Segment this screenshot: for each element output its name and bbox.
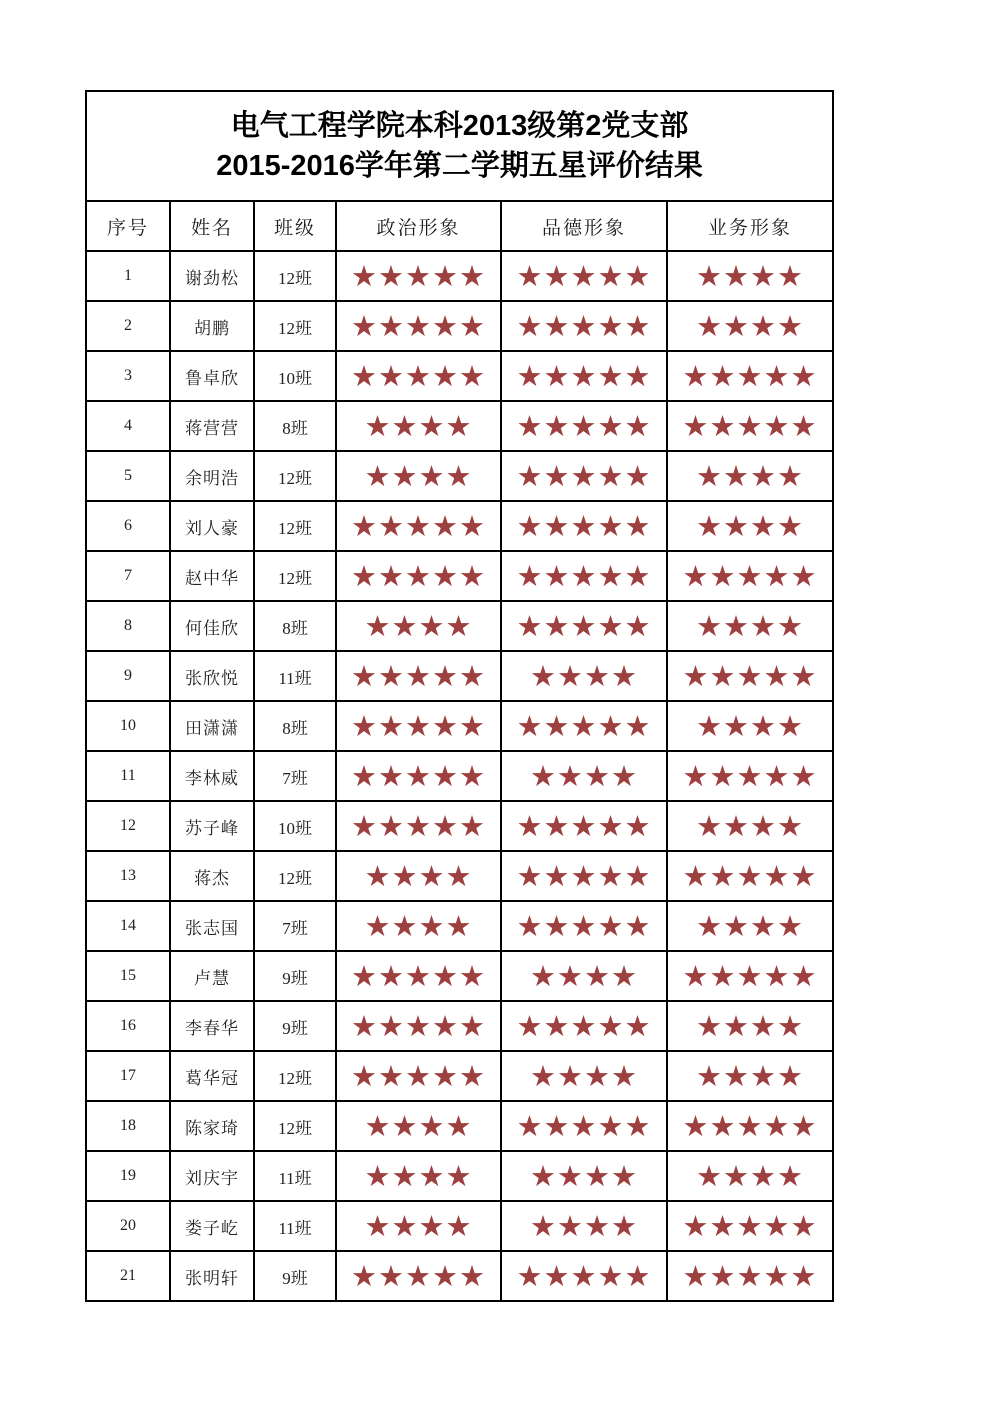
table-row (86, 751, 833, 801)
table-row (86, 1201, 833, 1251)
professional-rating-star-icons: ★★★★ (667, 251, 833, 301)
rating-table (85, 90, 834, 1302)
moral-rating-star-icons: ★★★★★ (501, 301, 667, 351)
table-row (86, 601, 833, 651)
political-rating-star-icons: ★★★★★ (336, 351, 501, 401)
row-number: 4 (86, 401, 170, 451)
class-label: 11班 (254, 1201, 336, 1251)
student-name: 苏子峰 (170, 801, 254, 851)
col-header-class: 班级 (254, 201, 336, 251)
table-row (86, 851, 833, 901)
table-row (86, 351, 833, 401)
table-row (86, 551, 833, 601)
student-name: 鲁卓欣 (170, 351, 254, 401)
student-name: 余明浩 (170, 451, 254, 501)
class-label: 8班 (254, 601, 336, 651)
professional-rating-star-icons: ★★★★ (667, 451, 833, 501)
moral-rating-star-icons: ★★★★★ (501, 701, 667, 751)
row-number: 16 (86, 1001, 170, 1051)
col-header-professional: 业务形象 (667, 201, 833, 251)
moral-rating-star-icons: ★★★★★ (501, 551, 667, 601)
political-rating-star-icons: ★★★★★ (336, 1001, 501, 1051)
moral-rating-star-icons: ★★★★★ (501, 1101, 667, 1151)
table-row (86, 801, 833, 851)
row-number: 18 (86, 1101, 170, 1151)
table-row (86, 1001, 833, 1051)
table-body (86, 251, 833, 1301)
class-label: 10班 (254, 351, 336, 401)
student-name: 张欣悦 (170, 651, 254, 701)
class-label: 9班 (254, 1001, 336, 1051)
class-label: 12班 (254, 301, 336, 351)
professional-rating-star-icons: ★★★★ (667, 701, 833, 751)
professional-rating-star-icons: ★★★★ (667, 1151, 833, 1201)
title-row (86, 91, 833, 201)
class-label: 12班 (254, 501, 336, 551)
table-row (86, 501, 833, 551)
col-header-name: 姓名 (170, 201, 254, 251)
row-number: 21 (86, 1251, 170, 1301)
table-row (86, 1251, 833, 1301)
student-name: 谢劲松 (170, 251, 254, 301)
student-name: 陈家琦 (170, 1101, 254, 1151)
moral-rating-star-icons: ★★★★★ (501, 801, 667, 851)
class-label: 7班 (254, 901, 336, 951)
class-label: 9班 (254, 1251, 336, 1301)
table-title (86, 91, 833, 201)
moral-rating-star-icons: ★★★★★ (501, 1001, 667, 1051)
political-rating-star-icons: ★★★★ (336, 601, 501, 651)
political-rating-star-icons: ★★★★★ (336, 701, 501, 751)
row-number: 2 (86, 301, 170, 351)
professional-rating-star-icons: ★★★★★ (667, 401, 833, 451)
col-header-number: 序号 (86, 201, 170, 251)
political-rating-star-icons: ★★★★★ (336, 251, 501, 301)
political-rating-star-icons: ★★★★ (336, 451, 501, 501)
table-row (86, 651, 833, 701)
professional-rating-star-icons: ★★★★ (667, 801, 833, 851)
moral-rating-star-icons: ★★★★★ (501, 251, 667, 301)
student-name: 何佳欣 (170, 601, 254, 651)
political-rating-star-icons: ★★★★★ (336, 301, 501, 351)
professional-rating-star-icons: ★★★★★ (667, 751, 833, 801)
table-row (86, 251, 833, 301)
row-number: 1 (86, 251, 170, 301)
moral-rating-star-icons: ★★★★ (501, 751, 667, 801)
professional-rating-star-icons: ★★★★★ (667, 351, 833, 401)
political-rating-star-icons: ★★★★★ (336, 651, 501, 701)
row-number: 5 (86, 451, 170, 501)
moral-rating-star-icons: ★★★★★ (501, 851, 667, 901)
professional-rating-star-icons: ★★★★★ (667, 1201, 833, 1251)
political-rating-star-icons: ★★★★ (336, 1151, 501, 1201)
class-label: 11班 (254, 1151, 336, 1201)
professional-rating-star-icons: ★★★★★ (667, 951, 833, 1001)
professional-rating-star-icons: ★★★★★ (667, 851, 833, 901)
moral-rating-star-icons: ★★★★ (501, 951, 667, 1001)
title-line-1: 电气工程学院本科2013级第2党支部 (230, 109, 689, 142)
table-row (86, 701, 833, 751)
table-row (86, 951, 833, 1001)
table-row (86, 401, 833, 451)
political-rating-star-icons: ★★★★ (336, 401, 501, 451)
professional-rating-star-icons: ★★★★★ (667, 651, 833, 701)
professional-rating-star-icons: ★★★★ (667, 501, 833, 551)
student-name: 卢慧 (170, 951, 254, 1001)
moral-rating-star-icons: ★★★★ (501, 651, 667, 701)
professional-rating-star-icons: ★★★★★ (667, 1251, 833, 1301)
class-label: 12班 (254, 451, 336, 501)
header-row (86, 201, 833, 251)
political-rating-star-icons: ★★★★★ (336, 751, 501, 801)
class-label: 9班 (254, 951, 336, 1001)
moral-rating-star-icons: ★★★★ (501, 1151, 667, 1201)
professional-rating-star-icons: ★★★★ (667, 1051, 833, 1101)
row-number: 17 (86, 1051, 170, 1101)
class-label: 12班 (254, 551, 336, 601)
student-name: 张志国 (170, 901, 254, 951)
title-line-2: 2015-2016学年第二学期五星评价结果 (216, 150, 703, 182)
political-rating-star-icons: ★★★★ (336, 901, 501, 951)
class-label: 12班 (254, 1101, 336, 1151)
row-number: 11 (86, 751, 170, 801)
row-number: 20 (86, 1201, 170, 1251)
political-rating-star-icons: ★★★★ (336, 1201, 501, 1251)
student-name: 葛华冠 (170, 1051, 254, 1101)
row-number: 15 (86, 951, 170, 1001)
political-rating-star-icons: ★★★★★ (336, 551, 501, 601)
row-number: 6 (86, 501, 170, 551)
table-row (86, 1101, 833, 1151)
political-rating-star-icons: ★★★★★ (336, 801, 501, 851)
student-name: 田潇潇 (170, 701, 254, 751)
table-row (86, 901, 833, 951)
student-name: 刘庆宇 (170, 1151, 254, 1201)
student-name: 娄子屹 (170, 1201, 254, 1251)
row-number: 9 (86, 651, 170, 701)
row-number: 12 (86, 801, 170, 851)
professional-rating-star-icons: ★★★★ (667, 1001, 833, 1051)
row-number: 8 (86, 601, 170, 651)
class-label: 12班 (254, 1051, 336, 1101)
political-rating-star-icons: ★★★★★ (336, 1051, 501, 1101)
professional-rating-star-icons: ★★★★ (667, 601, 833, 651)
moral-rating-star-icons: ★★★★★ (501, 901, 667, 951)
row-number: 13 (86, 851, 170, 901)
moral-rating-star-icons: ★★★★★ (501, 451, 667, 501)
political-rating-star-icons: ★★★★★ (336, 1251, 501, 1301)
student-name: 赵中华 (170, 551, 254, 601)
student-name: 李春华 (170, 1001, 254, 1051)
row-number: 3 (86, 351, 170, 401)
student-name: 蒋营营 (170, 401, 254, 451)
table-row (86, 301, 833, 351)
moral-rating-star-icons: ★★★★ (501, 1201, 667, 1251)
political-rating-star-icons: ★★★★★ (336, 951, 501, 1001)
professional-rating-star-icons: ★★★★★ (667, 1101, 833, 1151)
table-row (86, 1051, 833, 1101)
moral-rating-star-icons: ★★★★ (501, 1051, 667, 1101)
professional-rating-star-icons: ★★★★ (667, 301, 833, 351)
class-label: 12班 (254, 851, 336, 901)
student-name: 胡鹏 (170, 301, 254, 351)
professional-rating-star-icons: ★★★★★ (667, 551, 833, 601)
political-rating-star-icons: ★★★★ (336, 851, 501, 901)
professional-rating-star-icons: ★★★★ (667, 901, 833, 951)
moral-rating-star-icons: ★★★★★ (501, 1251, 667, 1301)
class-label: 8班 (254, 401, 336, 451)
table-row (86, 1151, 833, 1201)
moral-rating-star-icons: ★★★★★ (501, 401, 667, 451)
row-number: 14 (86, 901, 170, 951)
table-row (86, 451, 833, 501)
row-number: 19 (86, 1151, 170, 1201)
class-label: 10班 (254, 801, 336, 851)
moral-rating-star-icons: ★★★★★ (501, 351, 667, 401)
student-name: 蒋杰 (170, 851, 254, 901)
class-label: 12班 (254, 251, 336, 301)
moral-rating-star-icons: ★★★★★ (501, 501, 667, 551)
row-number: 7 (86, 551, 170, 601)
class-label: 11班 (254, 651, 336, 701)
political-rating-star-icons: ★★★★ (336, 1101, 501, 1151)
student-name: 张明轩 (170, 1251, 254, 1301)
student-name: 刘人豪 (170, 501, 254, 551)
class-label: 8班 (254, 701, 336, 751)
political-rating-star-icons: ★★★★★ (336, 501, 501, 551)
col-header-political: 政治形象 (336, 201, 501, 251)
row-number: 10 (86, 701, 170, 751)
class-label: 7班 (254, 751, 336, 801)
col-header-moral: 品德形象 (501, 201, 667, 251)
moral-rating-star-icons: ★★★★★ (501, 601, 667, 651)
student-name: 李林威 (170, 751, 254, 801)
